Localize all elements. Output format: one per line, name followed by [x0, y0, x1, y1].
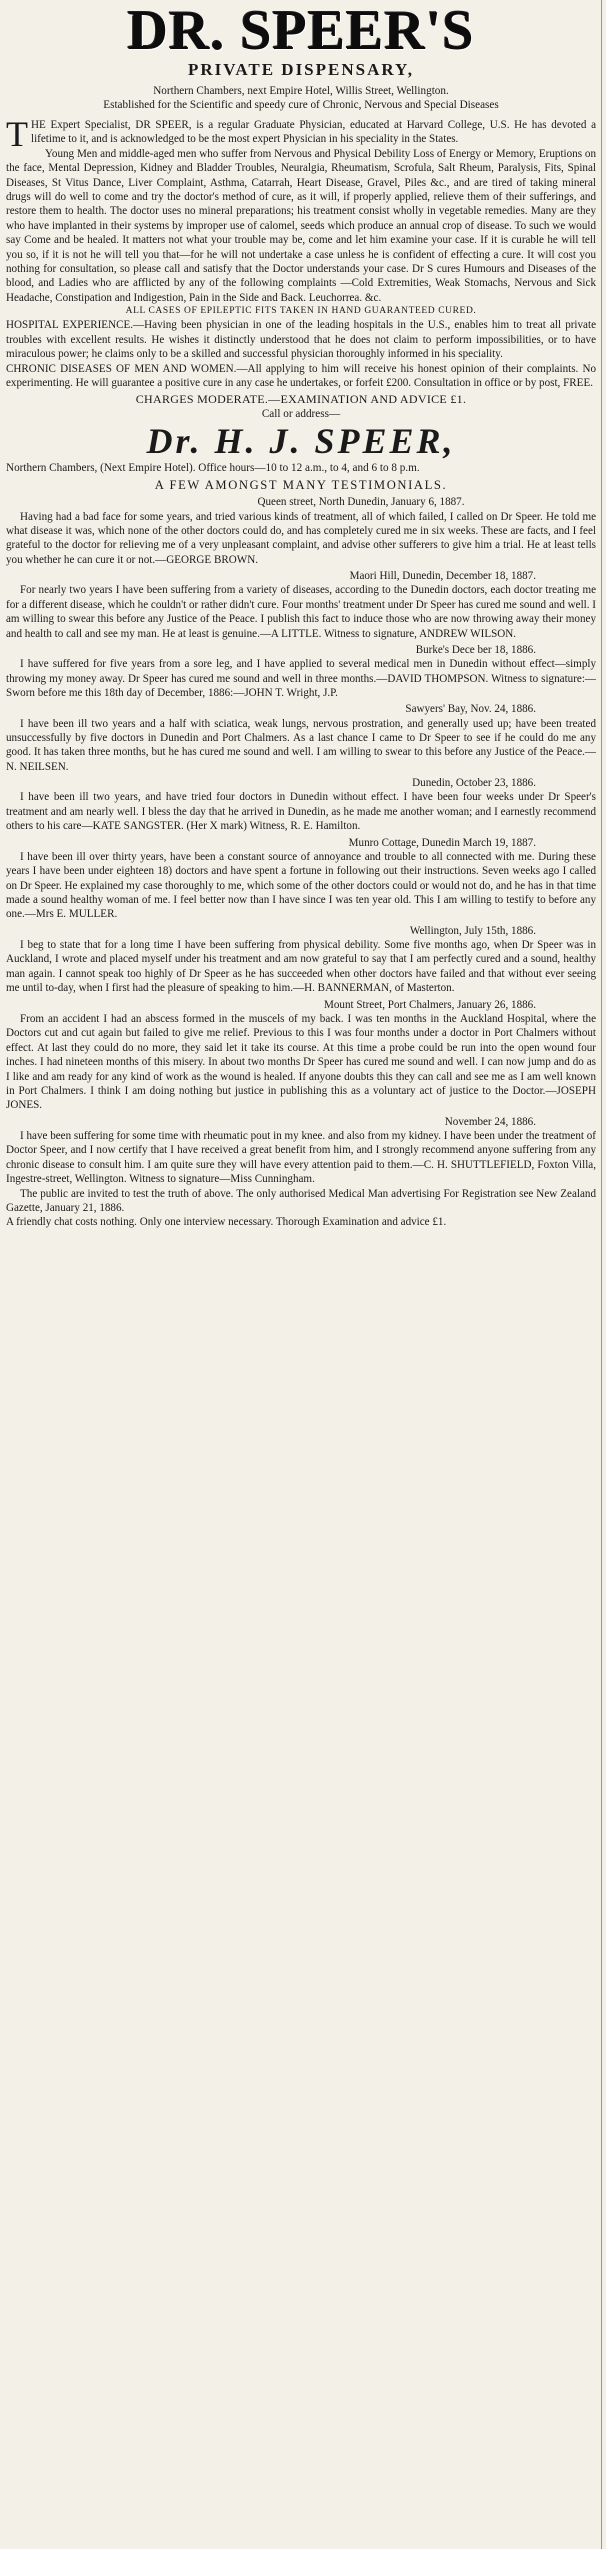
drop-cap: T [6, 114, 28, 154]
testimonial-body: I have been ill two years, and have tried four doctors in Dunedin without effect. I have been four weeks under Dr Speer's treatment and am nearly well. I bless the day that he arrived in Dunedin, as he made me another woman; and I earnestly recommend others to his care—KATE SANGSTER. (Her X mark) Witness, R. E. Hamilton. [6, 791, 596, 833]
testimonial [6, 569, 596, 641]
testimonial-dateline: Munro Cottage, Dunedin March 19, 1887. [348, 836, 536, 849]
testimonial-body: For nearly two years I have been suffering from a variety of diseases, according to the Dunedin doctors, each doctor treating me for a different disease, which he couldn't or rather didn't cure. Four months' treatment under Dr Speer has cured me sound and well. I am willing to swear this before any Justice of the Peace. I publish this fact to induce those who are now throwing away their money and health to call and see my man. He at least is genuine.—A LITTLE. Witness to signature, ANDREW WILSON. [6, 584, 596, 640]
epileptic-notice: ALL CASES OF EPILEPTIC FITS TAKEN IN HAND GUARANTEED CURED. [125, 306, 477, 317]
testimonial-body: From an accident I had an abscess formed in the muscels of my back. I was ten months in the Auckland Hospital, where the Doctors cut and cut again but failed to give me relief. Previous to this I was four months under a doctor in Port Chalmers without effect. At last they could do no more, they said let it take its course. At this time a probe could be run into the open wound four inches. I had nineteen months of this misery. In about two months Dr Speer has cured me sound and well. I can now jump and do as I like and am ready for any kind of work as the wound is healed. If anyone doubts this they can call and see me as I am well known in Port Chalmers. I think I am doing nothing but justice in publishing this as a voluntary act of justice to the Doctor.—JOSEPH JONES. [6, 1012, 596, 1112]
intro-paragraph [6, 114, 596, 154]
testimonial-body: I have been ill two years and a half with sciatica, weak lungs, nervous prostration, and generally used up; have been treated unsuccessfully by five doctors in Dunedin and Port Chalmers. As a last chance I came to Dr Speer to see if he could do me any good. It has taken three months, but he has cured me sound and well. I am willing to swear to this before any Justice of the Peace.—N. NEILSEN. [6, 717, 596, 773]
footer-friendly-chat: A friendly chat costs nothing. Only one interview necessary. Thorough Examination and advice £1. [6, 1216, 447, 1229]
testimonial-dateline: Dunedin, October 23, 1886. [412, 777, 536, 790]
testimonial-body: I beg to state that for a long time I have been suffering from physical debility. Some five months ago, when Dr Speer was in Auckland, I wrote and placed myself under his treatment and am now grateful to say that I am perfectly cured and a sound, healthy man again. I cannot speak too highly of Dr Speer as he has succeeded when other doctors have failed and that without ever seeing me until to-day, when I first had the pleasure of speaking to him.—H. BANNERMAN, of Masterton. [6, 939, 596, 995]
testimonial [6, 495, 596, 567]
testimonial-body: Having had a bad face for some years, and tried various kinds of treatment, all of which failed, I called on Dr Speer. He told me what disease it was, which none of the other doctors could do, and has completely cured me in six weeks. These are facts, and I feel grateful to the doctor for relieving me of a very unpleasant complaint, and advise other sufferers to give him a trial. He at least tells you whether he can cure it or not.—GEORGE BROWN. [6, 510, 596, 566]
testimonials-heading: A FEW AMONGST MANY TESTIMONIALS. [154, 478, 448, 493]
office-hours: Northern Chambers, (Next Empire Hotel). Office hours—10 to 12 a.m., to 4, and 6 to 8 p.m. [6, 462, 420, 475]
testimonial-dateline: Mount Street, Port Chalmers, January 26, 1886. [324, 998, 536, 1011]
testimonial-body: I have been suffering for some time with rheumatic pout in my knee. and also from my kidney. I have been under the treatment of Doctor Speer, and I now certify that I have received a great benefit from him, and I strongly recommend anyone suffering from any chronic disease to consult him. I am quite sure they will have every attention paid to them.—C. H. SHUTTLEFIELD, Foxton Villa, Ingestre-street, Wellington. Witness to signature—Miss Cunningham. [6, 1129, 596, 1186]
masthead-subtitle: PRIVATE DISPENSARY, [187, 60, 415, 79]
charges-notice: CHARGES MODERATE.—EXAMINATION AND ADVICE £1. [135, 392, 467, 407]
testimonial [6, 643, 596, 700]
testimonial-dateline: Sawyers' Bay, Nov. 24, 1886. [405, 703, 536, 716]
testimonial-dateline: Wellington, July 15th, 1886. [409, 924, 536, 937]
testimonial-dateline: Burke's Dece ber 18, 1886. [415, 643, 536, 656]
doctor-signature: Dr. H. J. SPEER, [146, 421, 456, 462]
testimonial-body: I have been ill over thirty years, have been a constant source of annoyance and trouble to all connected with me. During these years I have been under eighteen 18) doctors and have spent a fortune in following out their instructions. Seven weeks ago I called on Dr Speer. He explained my case thoroughly to me, which some of the other doctors could or would not do, and he has in that time made a sound healthy woman of me. I feel better now than I have since I was ten year old. This I am willing to testify to before any one.—Mrs E. MULLER. [6, 850, 596, 921]
testimonial-dateline: Maori Hill, Dunedin, December 18, 1887. [349, 570, 536, 583]
intro-text: HE Expert Specialist, DR SPEER, is a regular Graduate Physician, educated at Harvard College, U.S. He has devoted a lifetime to it, and is acknowledged to be the most expert Physician in his speciality in the States. [31, 119, 596, 146]
testimonial [6, 702, 596, 774]
call-address: Call or address— [261, 408, 341, 421]
footer-block [6, 1187, 596, 1230]
masthead-title: DR. SPEER'S [127, 0, 475, 62]
column-rule [601, 0, 602, 2549]
testimonial [6, 998, 596, 1113]
testimonial-dateline: November 24, 1886. [444, 1115, 536, 1128]
testimonial-body: I have suffered for five years from a sore leg, and I have applied to several medical men in Dunedin without effect—simply throwing my money away. Dr Speer has cured me sound and well in three months.—DAVID THOMPSON. Witness to signature:—Sworn before me this 18th day of December, 1886:—JOHN T. Wright, J.P. [6, 658, 596, 699]
testimonial [6, 1115, 596, 1187]
hospital-experience: HOSPITAL EXPERIENCE.—Having been physician in one of the leading hospitals in the U.S., enables him to treat all private troubles with excellent results. He wishes it distinctly understood that he does not claim to perform impossibilities, or to have miraculous power; he claims only to be a skilled and successful physician thoroughly informed in his speciality. [6, 319, 596, 361]
address-line-2: Established for the Scientific and speedy cure of Chronic, Nervous and Special Diseases [103, 99, 499, 111]
testimonial [6, 924, 596, 996]
address-line-1: Northern Chambers, next Empire Hotel, Willis Street, Wellington. [153, 85, 449, 97]
testimonial [6, 776, 596, 833]
conditions-paragraph: Young Men and middle-aged men who suffer from Nervous and Physical Debility Loss of Energy or Memory, Eruptions on the face, Mental Depression, Kidney and Bladder Troubles, Neuralgia, Rheumatism, Scrofula, Salt Rheum, Paralysis, Fits, Spinal Diseases, St Vitus Dance, Liver Complaint, Asthma, Catarrah, Heart Disease, Gravel, Piles &c., and are tired of taking mineral drugs will do well to come and try the doctor's method of cure, as it will, if properly applied, relieve them of their sufferings, and restore them to health. The doctor uses no mineral preparations; his treatment consist wholly in vegetable remedies. Many are they who have implanted in their systems by improper use of calomel, seeds which produce an annual crop of disease. To such we would say Come and be healed. It matters not what your trouble may be, come and let him examine your case. If it is curable he will tell you so, if it is not he will tell you that—for he will not undertake a case unless he is confident of effecting a cure. It will cost you nothing for consultation, so please call and satisfy that the Doctor understands your case. Dr S cures Humours and Diseases of the blood, and Ladies who are afflicted by any of the following complaints —Cold Extremities, Weak Stomachs, Nervous and Sick Headache, Constipation and Indigestion, Pain in the Side and Back. Leuchorrea. &c. [6, 147, 596, 304]
footer-public-notice: The public are invited to test the truth of above. The only authorised Medical Man advertising For Registration see New Zealand Gazette, January 21, 1886. [6, 1187, 596, 1214]
testimonial-dateline: Queen street, North Dunedin, January 6, 1887. [257, 496, 465, 509]
address-block [6, 84, 596, 112]
chronic-diseases: CHRONIC DISEASES OF MEN AND WOMEN.—All applying to him will receive his honest opinion of their complaints. No experimenting. He will guarantee a positive cure in any case he undertakes, or forfeit £200. Consultation in office or by post, FREE. [6, 362, 596, 389]
advertisement-column [6, 0, 596, 1230]
testimonial [6, 836, 596, 922]
